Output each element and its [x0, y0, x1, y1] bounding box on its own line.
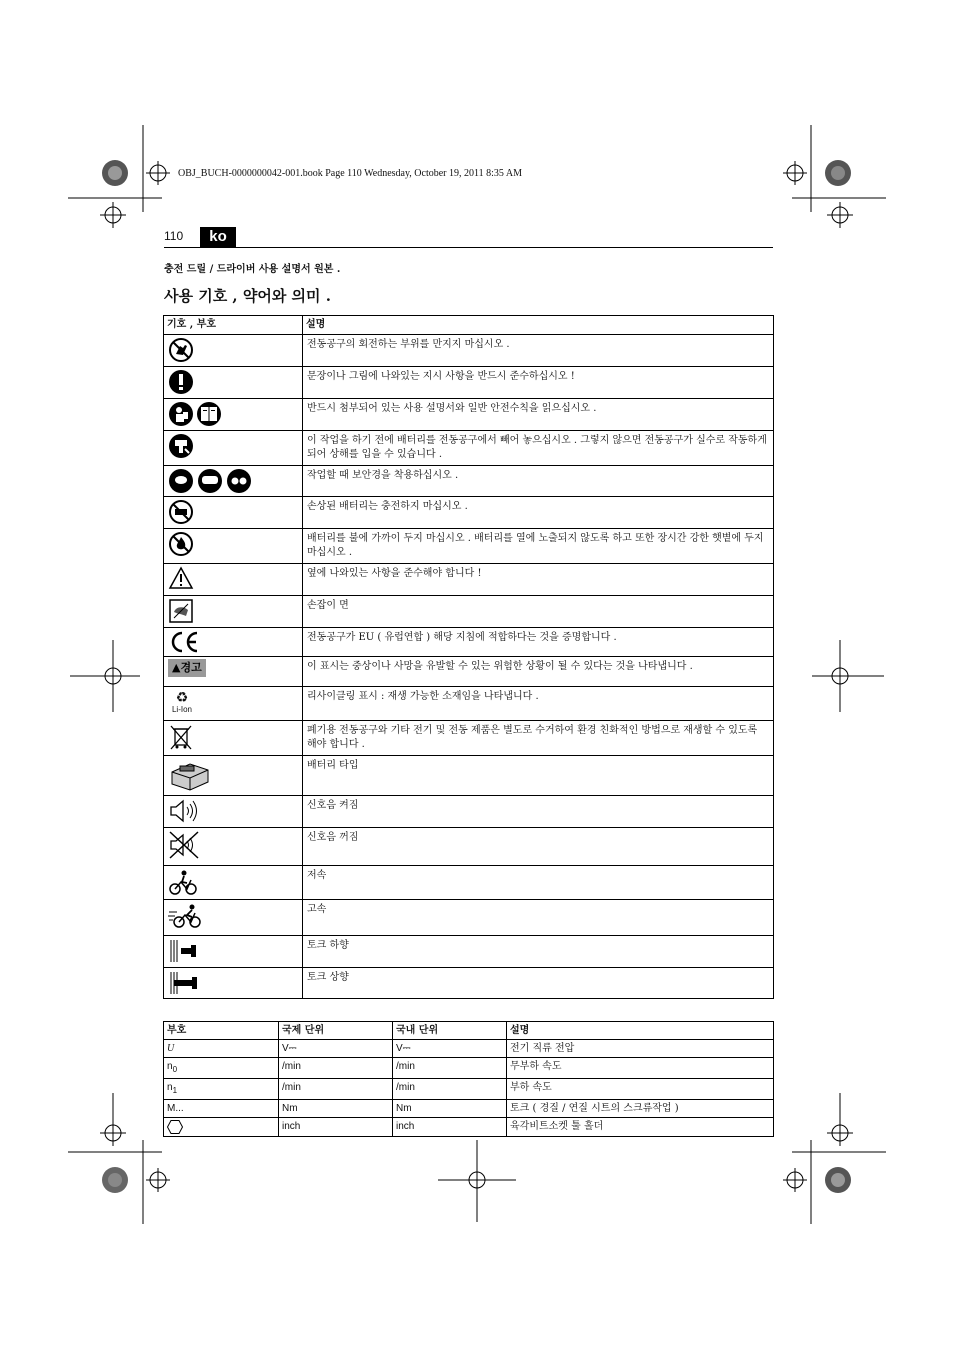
unit-symbol-base: n	[167, 1061, 173, 1072]
exclamation-icon	[168, 369, 194, 395]
intl-unit: /min	[279, 1058, 393, 1079]
table-row	[164, 828, 774, 866]
remove-battery-icon	[168, 433, 194, 459]
unit-symbol	[164, 1079, 279, 1100]
li-ion-label: Li-Ion	[171, 705, 192, 714]
no-charge-damaged-icon	[168, 499, 194, 525]
read-manual-icon	[168, 401, 222, 427]
local-unit: Nm	[393, 1100, 507, 1118]
no-touch-rotating-icon	[168, 337, 194, 363]
table-row	[164, 628, 774, 657]
symbol-description: 리사이클링 표시 : 재생 가능한 소재임을 나타냅니다 .	[303, 687, 774, 721]
warning-triangle-icon	[168, 566, 194, 590]
grip-surface-icon	[168, 598, 194, 624]
table-row	[164, 1079, 774, 1100]
symbol-description: 폐기용 전동공구와 기타 전기 및 전동 제품은 별도로 수거하여 환경 친화적인 방법으로 재생할 수 있도록 해야 합니다 .	[303, 721, 774, 756]
recycling-li-ion-icon: ♻ Li-Ion	[171, 689, 192, 714]
table-row	[164, 529, 774, 564]
unit-description: 전기 직류 전압	[507, 1040, 774, 1058]
table-row	[164, 564, 774, 596]
symbol-description: 전동공구가 EU ( 유럽연합 ) 해당 지침에 적합하다는 것을 증명합니다 .	[303, 628, 774, 657]
table-header-row	[164, 316, 774, 335]
speaker-on-icon	[168, 798, 200, 824]
table-row	[164, 1058, 774, 1079]
table-row	[164, 596, 774, 628]
table-row	[164, 335, 774, 367]
slow-speed-icon	[168, 868, 198, 896]
torque-decrease-icon	[168, 938, 200, 964]
no-fire-icon	[168, 531, 194, 557]
table-row	[164, 1118, 774, 1137]
table-row	[164, 866, 774, 900]
intl-unit: V⎓	[279, 1040, 393, 1058]
unit-symbol	[164, 1058, 279, 1079]
file-info-line: OBJ_BUCH-0000000042-001.book Page 110 Wednesday, October 19, 2011 8:35 AM	[178, 168, 522, 179]
table-row	[164, 900, 774, 936]
column-header-intl-unit: 국제 단위	[279, 1022, 393, 1040]
symbol-description: 배터리 타입	[303, 756, 774, 796]
symbol-description: 이 표시는 중상이나 사망을 유발할 수 있는 위험한 상황이 될 수 있다는 것을 나타냅니다 .	[303, 657, 774, 687]
symbol-description: 옆에 나와있는 사항을 준수해야 합니다 !	[303, 564, 774, 596]
column-header-description: 설명	[507, 1022, 774, 1040]
fast-speed-icon	[168, 902, 202, 930]
unit-description: 육각비트소켓 툴 홀더	[507, 1118, 774, 1137]
warning-label-icon: ▲경고	[168, 659, 206, 677]
unit-symbol: M...	[164, 1100, 279, 1118]
intl-unit: inch	[279, 1118, 393, 1137]
column-header-symbol: 기호 , 부호	[164, 316, 303, 335]
symbol-description: 토크 상향	[303, 968, 774, 999]
hex-socket-icon	[167, 1119, 183, 1135]
symbol-description: 손잡이 면	[303, 596, 774, 628]
unit-description: 토크 ( 경질 / 연질 시트의 스크류작업 )	[507, 1100, 774, 1118]
table-row	[164, 796, 774, 828]
ce-mark-icon	[168, 630, 200, 654]
table-row	[164, 1040, 774, 1058]
symbol-description: 고속	[303, 900, 774, 936]
document-subtitle: 충전 드릴 / 드라이버 사용 설명서 원본 .	[164, 264, 341, 275]
column-header-symbol: 부호	[164, 1022, 279, 1040]
table-row	[164, 687, 774, 721]
symbol-description: 이 작업을 하기 전에 배터리를 전동공구에서 빼어 놓으십시오 . 그렇지 않으면 전동공구가 실수로 작동하게 되어 상해를 입을 수 있습니다 .	[303, 431, 774, 466]
table-row	[164, 936, 774, 968]
unit-symbol: U	[164, 1040, 279, 1058]
symbol-description: 신호음 꺼짐	[303, 828, 774, 866]
table-row	[164, 431, 774, 466]
table-row	[164, 399, 774, 431]
table-row	[164, 466, 774, 497]
units-table	[163, 1021, 774, 1137]
symbol-description: 신호음 켜짐	[303, 796, 774, 828]
symbol-description: 문장이나 그림에 나와있는 지시 사항을 반드시 준수하십시오 !	[303, 367, 774, 399]
local-unit: V⎓	[393, 1040, 507, 1058]
table-row	[164, 721, 774, 756]
table-row	[164, 756, 774, 796]
table-row	[164, 968, 774, 999]
table-row	[164, 497, 774, 529]
local-unit: /min	[393, 1058, 507, 1079]
local-unit: /min	[393, 1079, 507, 1100]
intl-unit: Nm	[279, 1100, 393, 1118]
page-number: 110	[164, 229, 184, 243]
unit-symbol-base: n	[167, 1082, 173, 1093]
symbol-description: 토크 하향	[303, 936, 774, 968]
unit-description: 무부하 속도	[507, 1058, 774, 1079]
torque-increase-icon	[168, 970, 202, 996]
symbol-description: 반드시 첨부되어 있는 사용 설명서와 일반 안전수칙을 읽으십시오 .	[303, 399, 774, 431]
warning-label-text: 경고	[180, 661, 202, 674]
protective-gear-icon	[168, 468, 252, 494]
crossed-bin-icon	[168, 723, 194, 751]
symbol-description: 전동공구의 회전하는 부위를 만지지 마십시오 .	[303, 335, 774, 367]
local-unit: inch	[393, 1118, 507, 1137]
column-header-description: 설명	[303, 316, 774, 335]
battery-pack-icon	[168, 758, 212, 792]
section-title: 사용 기호 , 약어와 의미 .	[164, 287, 331, 305]
intl-unit: /min	[279, 1079, 393, 1100]
header-rule	[164, 247, 773, 248]
table-row	[164, 367, 774, 399]
symbol-description: 배터리를 불에 가까이 두지 마십시오 . 배터리를 열에 노출되지 않도록 하고 또한 장시간 강한 햇볕에 두지 마십시오 .	[303, 529, 774, 564]
symbol-description: 손상된 배터리는 충전하지 마십시오 .	[303, 497, 774, 529]
column-header-local-unit: 국내 단위	[393, 1022, 507, 1040]
unit-description: 부하 속도	[507, 1079, 774, 1100]
unit-symbol	[164, 1118, 279, 1137]
speaker-off-icon	[168, 830, 200, 860]
unit-symbol-subscript: 0	[172, 1065, 178, 1074]
table-header-row	[164, 1022, 774, 1040]
symbol-description: 작업할 때 보안경을 착용하십시오 .	[303, 466, 774, 497]
language-badge: ko	[200, 227, 236, 247]
table-row	[164, 1100, 774, 1118]
symbols-table	[163, 315, 774, 999]
unit-symbol-subscript: 1	[172, 1086, 178, 1095]
table-row	[164, 657, 774, 687]
symbol-description: 저속	[303, 866, 774, 900]
